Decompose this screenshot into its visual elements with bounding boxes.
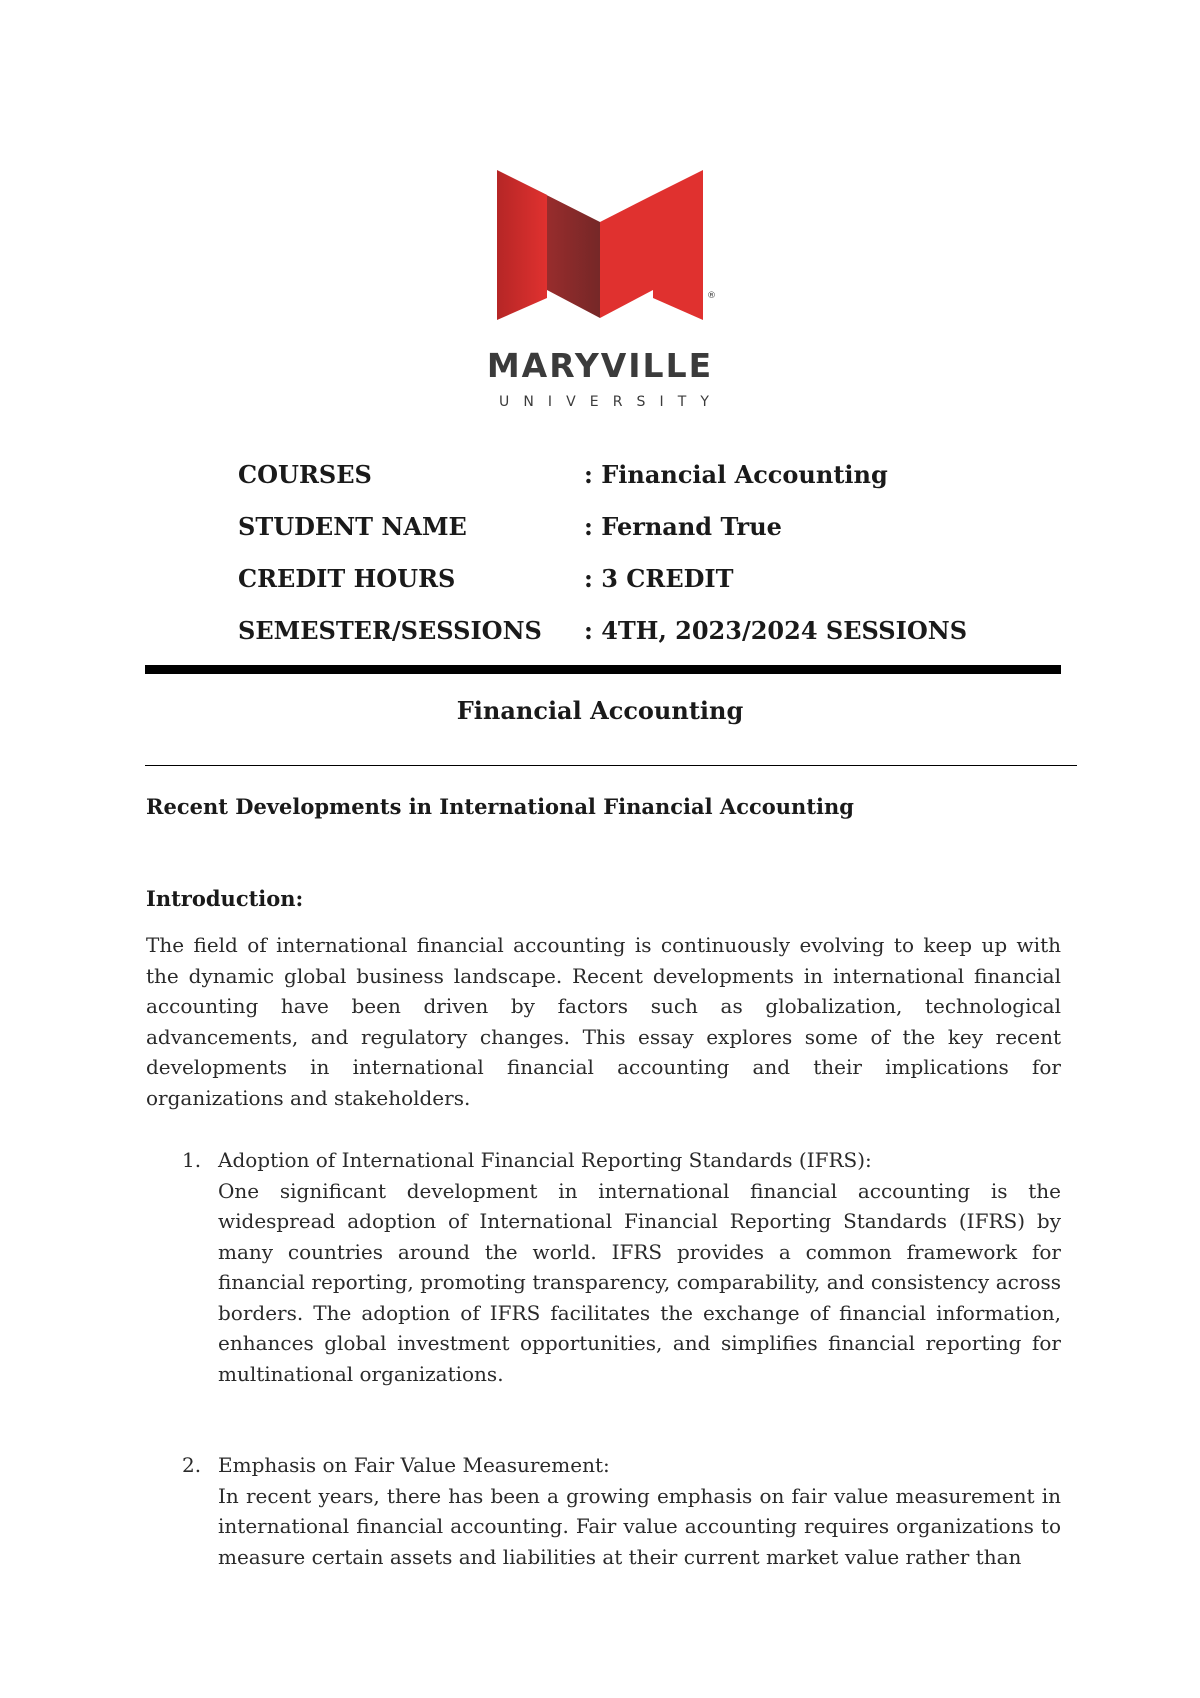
intro-heading: Introduction: bbox=[146, 886, 304, 911]
info-row bbox=[238, 448, 967, 500]
thin-divider bbox=[145, 765, 1077, 766]
course-info bbox=[238, 448, 967, 656]
logo-subtitle-letter: U bbox=[499, 394, 510, 410]
item-content bbox=[218, 1450, 1061, 1572]
development-list bbox=[146, 1145, 1061, 1633]
info-key: SEMESTER/SESSIONS bbox=[238, 615, 542, 645]
logo-subtitle-letter: S bbox=[636, 394, 646, 410]
list-item bbox=[146, 1450, 1061, 1572]
logo-subtitle-letter: R bbox=[612, 394, 623, 410]
m-logo-mark-icon bbox=[455, 150, 745, 340]
info-row bbox=[238, 500, 967, 552]
logo-subtitle-letter: Y bbox=[700, 394, 709, 410]
item-title: Adoption of International Financial Reporting Standards (IFRS): bbox=[218, 1148, 872, 1172]
item-number: 2. bbox=[182, 1453, 202, 1477]
info-value: : Fernand True bbox=[584, 511, 782, 541]
logo-subtitle-letter: N bbox=[523, 394, 534, 410]
document-title: Financial Accounting bbox=[456, 696, 744, 725]
registered-mark: ® bbox=[707, 291, 716, 301]
item-number: 1. bbox=[182, 1148, 202, 1172]
logo-subtitle-letter: I bbox=[659, 394, 664, 410]
maryville-logo bbox=[455, 150, 745, 420]
info-key: CREDIT HOURS bbox=[238, 563, 456, 593]
logo-subtitle bbox=[499, 394, 709, 410]
logo-subtitle-letter: E bbox=[589, 394, 599, 410]
logo-name: MARYVILLE bbox=[486, 346, 714, 385]
info-row bbox=[238, 604, 967, 656]
logo-subtitle-letter: V bbox=[566, 394, 576, 410]
logo-subtitle-letter: T bbox=[677, 394, 687, 410]
info-value: : 3 CREDIT bbox=[584, 563, 734, 593]
item-body: In recent years, there has been a growing emphasis on fair value measurement in international financial accounting. Fair value accounting requires organizations to measure certain assets and liabilities at their current market value rather than bbox=[218, 1483, 1061, 1569]
item-number-wrap bbox=[146, 1450, 218, 1572]
item-content bbox=[218, 1145, 1061, 1389]
info-key: COURSES bbox=[238, 459, 372, 489]
logo-subtitle-letter: I bbox=[547, 394, 553, 410]
thick-divider bbox=[145, 665, 1061, 674]
info-value: : 4TH, 2023/2024 SESSIONS bbox=[584, 615, 968, 645]
section-title: Recent Developments in International Financial Accounting bbox=[146, 794, 854, 819]
info-value: : Financial Accounting bbox=[584, 459, 888, 489]
intro-paragraph: The field of international financial accounting is continuously evolving to keep up with the dynamic global business landscape. Recent developments in international financial accounting have been driven by factors such as globalization, technological advancements, and regulatory changes. This essay explores some of the key recent developments in international financial accounting and their implications for organizations and stakeholders. bbox=[146, 933, 1061, 1110]
info-key: STUDENT NAME bbox=[238, 511, 467, 541]
item-title: Emphasis on Fair Value Measurement: bbox=[218, 1453, 610, 1477]
item-body: One significant development in international financial accounting is the widespread adoption of International Financial Reporting Standards (IFRS) by many countries around the world. IFRS provides a common framework for financial reporting, promoting transparency, comparability, and consistency across borders. The adoption of IFRS facilitates the exchange of financial information, enhances global investment opportunities, and simplifies financial reporting for multinational organizations. bbox=[218, 1178, 1061, 1386]
item-number-wrap bbox=[146, 1145, 218, 1389]
info-row bbox=[238, 552, 967, 604]
list-item bbox=[146, 1145, 1061, 1389]
